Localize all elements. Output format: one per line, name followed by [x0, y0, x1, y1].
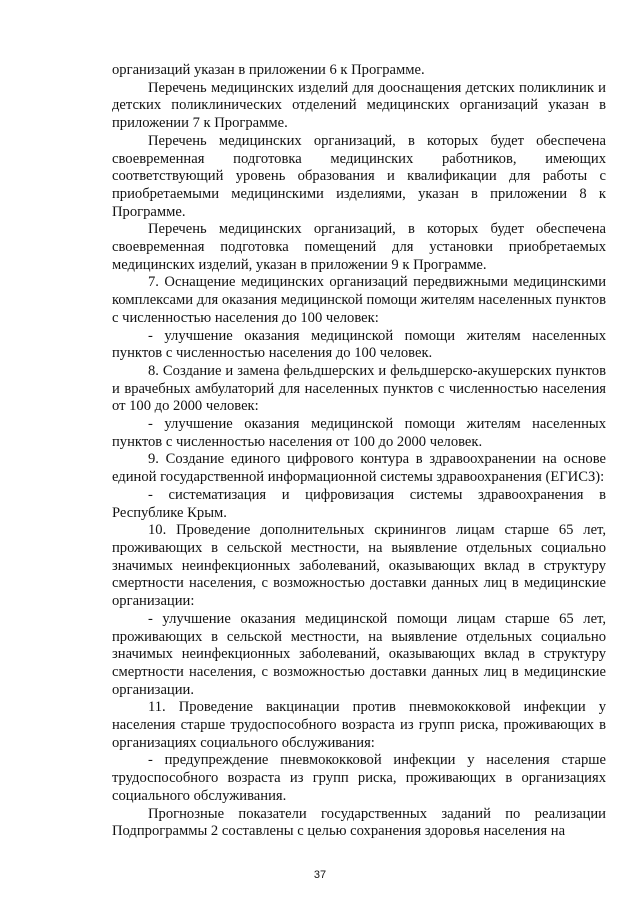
paragraph: 11. Проведение вакцинации против пневмококковой инфекции у населения старше трудоспособного возраста из групп риска, проживающих в организациях социального обслуживания: — [112, 699, 606, 751]
paragraph: Прогнозные показатели государственных заданий по реализации Подпрограммы 2 составлены с целью сохранения здоровья населения на — [112, 805, 606, 840]
paragraph: 10. Проведение дополнительных скринингов лицам старше 65 лет, проживающих в сельской местности, на выявление отдельных социально значимых неинфекционных заболеваний, оказывающих вклад в структуру смертности населения, с возможностью доставки данных лиц в медицинские организации: — [112, 522, 606, 610]
paragraph: организаций указан в приложении 6 к Программе. — [112, 62, 425, 78]
paragraph: 8. Создание и замена фельдшерских и фельдшерско-акушерских пунктов и врачебных амбулаторий для населенных пунктов с численностью населения от 100 до 2000 человек: — [112, 362, 606, 415]
paragraph: - систематизация и цифровизация системы здравоохранения в Республике Крым. — [112, 486, 606, 521]
body-text — [112, 62, 606, 841]
paragraph: Перечень медицинских изделий для дооснащения детских поликлиник и детских поликлинических отделений медицинских организаций указан в приложении 7 к Программе. — [112, 79, 606, 132]
paragraph: 9. Создание единого цифрового контура в здравоохранении на основе единой государственной информационной системы здравоохранения (ЕГИСЗ): — [112, 451, 606, 486]
paragraph: - улучшение оказания медицинской помощи жителям населенных пунктов с численностью населения до 100 человек. — [112, 327, 606, 362]
page-number: 37 — [313, 869, 327, 881]
paragraph: Перечень медицинских организаций, в которых будет обеспечена своевременная подготовка медицинских работников, имеющих соответствующий уровень образования и квалификации для работы с приобретаемыми медицинскими изделиями, указан в приложении 8 к Программе. — [112, 132, 606, 220]
paragraph: - улучшение оказания медицинской помощи лицам старше 65 лет, проживающих в сельской местности, на выявление отдельных социально значимых неинфекционных заболеваний, оказывающих вклад в структуру смертности населения, с возможностью доставки данных лиц в медицинские организации. — [112, 610, 606, 698]
paragraph: Перечень медицинских организаций, в которых будет обеспечена своевременная подготовка помещений для установки приобретаемых медицинских изделий, указан в приложении 9 к Программе. — [112, 221, 606, 273]
paragraph: - улучшение оказания медицинской помощи жителям населенных пунктов с численностью населения от 100 до 2000 человек. — [112, 416, 606, 450]
paragraph: 7. Оснащение медицинских организаций передвижными медицинскими комплексами для оказания медицинской помощи жителям населенных пунктов с численностью населения до 100 человек: — [112, 274, 606, 326]
paragraph: - предупреждение пневмококковой инфекции у населения старше трудоспособного возраста из групп риска, проживающих в организациях социального обслуживания. — [112, 752, 606, 804]
